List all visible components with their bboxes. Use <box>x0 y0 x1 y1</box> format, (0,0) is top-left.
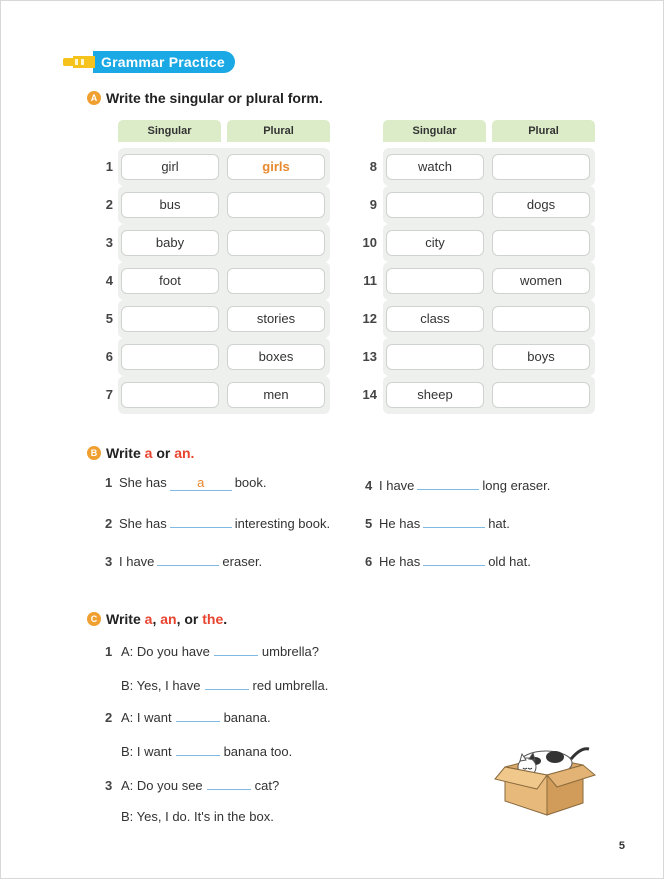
plural-input[interactable]: girls <box>227 154 325 180</box>
section-c-badge: C <box>87 612 101 626</box>
table-row <box>118 376 330 414</box>
table-row <box>383 148 595 186</box>
line-a-end: umbrella? <box>261 644 319 659</box>
singular-input[interactable]: baby <box>121 230 219 256</box>
table-row <box>118 300 330 338</box>
section-b-title-or: or <box>156 445 171 461</box>
section-c-title-an: an <box>160 611 177 627</box>
fill-blank-item <box>365 551 531 569</box>
sentence-end: eraser. <box>222 554 263 569</box>
fill-blank-item <box>105 551 262 569</box>
item-number: 2 <box>105 710 113 725</box>
page-number: 5 <box>618 840 625 852</box>
item-number: 5 <box>365 516 373 531</box>
table-row <box>118 338 330 376</box>
section-a-instruction: Write the singular or plural form. <box>106 90 323 106</box>
sentence-start: She has <box>119 475 167 490</box>
section-a-title <box>87 90 323 106</box>
section-header-title: Grammar Practice <box>93 51 235 73</box>
line-b-text: B: Yes, I do. It's in the box. <box>121 809 274 824</box>
table-row <box>118 186 330 224</box>
singular-input[interactable]: girl <box>121 154 219 180</box>
row-number: 2 <box>105 197 113 212</box>
row-number: 3 <box>105 235 113 250</box>
singular-input[interactable] <box>386 192 484 218</box>
cat-in-box-illustration <box>491 739 601 819</box>
plural-input[interactable]: boxes <box>227 344 325 370</box>
fill-blank-item <box>365 475 550 493</box>
row-number: 9 <box>369 197 377 212</box>
section-c-title-comma: , <box>152 611 157 627</box>
dialogue-line-a <box>105 641 319 659</box>
row-number: 5 <box>105 311 113 326</box>
plural-input[interactable]: women <box>492 268 590 294</box>
col-header-singular: Singular <box>118 120 221 142</box>
answer-blank[interactable] <box>207 775 251 790</box>
row-number: 1 <box>105 159 113 174</box>
answer-blank[interactable] <box>417 475 479 490</box>
row-number: 11 <box>363 273 377 288</box>
section-b-title-a: a <box>144 445 153 461</box>
answer-blank[interactable] <box>205 675 249 690</box>
singular-input[interactable]: watch <box>386 154 484 180</box>
item-number: 4 <box>365 478 373 493</box>
answer-blank[interactable] <box>214 641 258 656</box>
sentence-end: old hat. <box>488 554 531 569</box>
answer-blank[interactable] <box>423 551 485 566</box>
plural-input[interactable] <box>492 306 590 332</box>
sentence-start: He has <box>379 516 421 531</box>
sentence-start: She has <box>119 516 167 531</box>
line-a-start: A: Do you have <box>121 644 210 659</box>
singular-input[interactable] <box>386 344 484 370</box>
plural-input[interactable]: boys <box>492 344 590 370</box>
dialogue-line-a <box>105 775 279 793</box>
table-row <box>118 262 330 300</box>
plural-input[interactable] <box>227 192 325 218</box>
singular-input[interactable] <box>386 268 484 294</box>
section-c-title-period: . <box>223 611 228 627</box>
fill-blank-item <box>105 475 267 491</box>
singular-input[interactable] <box>121 382 219 408</box>
fill-blank-item <box>365 513 510 531</box>
plural-input[interactable] <box>227 268 325 294</box>
line-a-end: cat? <box>254 778 280 793</box>
singular-input[interactable]: city <box>386 230 484 256</box>
item-number: 2 <box>105 516 113 531</box>
singular-input[interactable] <box>121 344 219 370</box>
row-number: 7 <box>105 387 113 402</box>
table-row <box>383 224 595 262</box>
plural-input[interactable] <box>492 154 590 180</box>
row-number: 10 <box>362 235 377 250</box>
section-b-title-an: an. <box>174 445 195 461</box>
row-number: 14 <box>362 387 377 402</box>
singular-input[interactable]: sheep <box>386 382 484 408</box>
col-header-plural: Plural <box>492 120 595 142</box>
line-a-start: A: Do you see <box>121 778 203 793</box>
dialogue-line-b <box>121 809 274 824</box>
item-number: 3 <box>105 778 113 793</box>
sentence-end: long eraser. <box>482 478 551 493</box>
row-number: 6 <box>105 349 113 364</box>
answer-blank[interactable] <box>157 551 219 566</box>
plural-input[interactable] <box>492 382 590 408</box>
table-row <box>383 376 595 414</box>
section-c-title-a: a <box>144 611 153 627</box>
line-a-end: banana. <box>223 710 271 725</box>
section-c-title-write: Write <box>106 611 141 627</box>
item-number: 1 <box>105 644 113 659</box>
singular-input[interactable]: bus <box>121 192 219 218</box>
section-b-title <box>87 445 194 461</box>
line-a-start: A: I want <box>121 710 172 725</box>
row-number: 12 <box>362 311 377 326</box>
plural-input[interactable]: men <box>227 382 325 408</box>
plural-input[interactable]: stories <box>227 306 325 332</box>
section-c-title-the: the <box>202 611 224 627</box>
line-b-start: B: Yes, I have <box>121 678 201 693</box>
sentence-end: book. <box>234 475 267 490</box>
plural-input[interactable] <box>492 230 590 256</box>
table-row <box>383 262 595 300</box>
dialogue-line-b <box>121 741 292 759</box>
dialogue-line-b <box>121 675 328 693</box>
table-row <box>118 224 330 262</box>
grammar-practice-tag <box>63 51 235 73</box>
singular-input[interactable] <box>121 306 219 332</box>
row-number: 4 <box>105 273 113 288</box>
dialogue-line-a <box>105 707 271 725</box>
section-b-title-write: Write <box>106 445 141 461</box>
answer-blank[interactable] <box>176 741 220 756</box>
pencil-icon <box>63 54 93 70</box>
section-c-title <box>87 611 227 627</box>
section-c-title-or: , or <box>176 611 199 627</box>
line-b-end: red umbrella. <box>252 678 329 693</box>
plural-input[interactable]: dogs <box>492 192 590 218</box>
fill-blank-item <box>105 513 330 531</box>
answer-blank[interactable] <box>176 707 220 722</box>
sentence-end: hat. <box>488 516 510 531</box>
col-header-singular: Singular <box>383 120 486 142</box>
singular-input[interactable]: class <box>386 306 484 332</box>
table-row <box>383 300 595 338</box>
table-row <box>383 338 595 376</box>
singular-input[interactable]: foot <box>121 268 219 294</box>
sentence-start: He has <box>379 554 421 569</box>
sentence-start: I have <box>379 478 415 493</box>
table-left <box>118 120 330 414</box>
table-row <box>383 186 595 224</box>
col-header-plural: Plural <box>227 120 330 142</box>
item-number: 6 <box>365 554 373 569</box>
sentence-end: interesting book. <box>234 516 331 531</box>
row-number: 8 <box>369 159 377 174</box>
item-number: 3 <box>105 554 113 569</box>
line-b-end: banana too. <box>223 744 293 759</box>
answer-blank[interactable] <box>170 513 232 528</box>
item-number: 1 <box>105 475 113 490</box>
section-a-badge: A <box>87 91 101 105</box>
plural-input[interactable] <box>227 230 325 256</box>
answer-blank[interactable]: a <box>170 476 232 491</box>
sentence-start: I have <box>119 554 155 569</box>
answer-blank[interactable] <box>423 513 485 528</box>
row-number: 13 <box>362 349 377 364</box>
table-row <box>118 148 330 186</box>
line-b-start: B: I want <box>121 744 172 759</box>
section-b-badge: B <box>87 446 101 460</box>
table-right <box>383 120 595 414</box>
